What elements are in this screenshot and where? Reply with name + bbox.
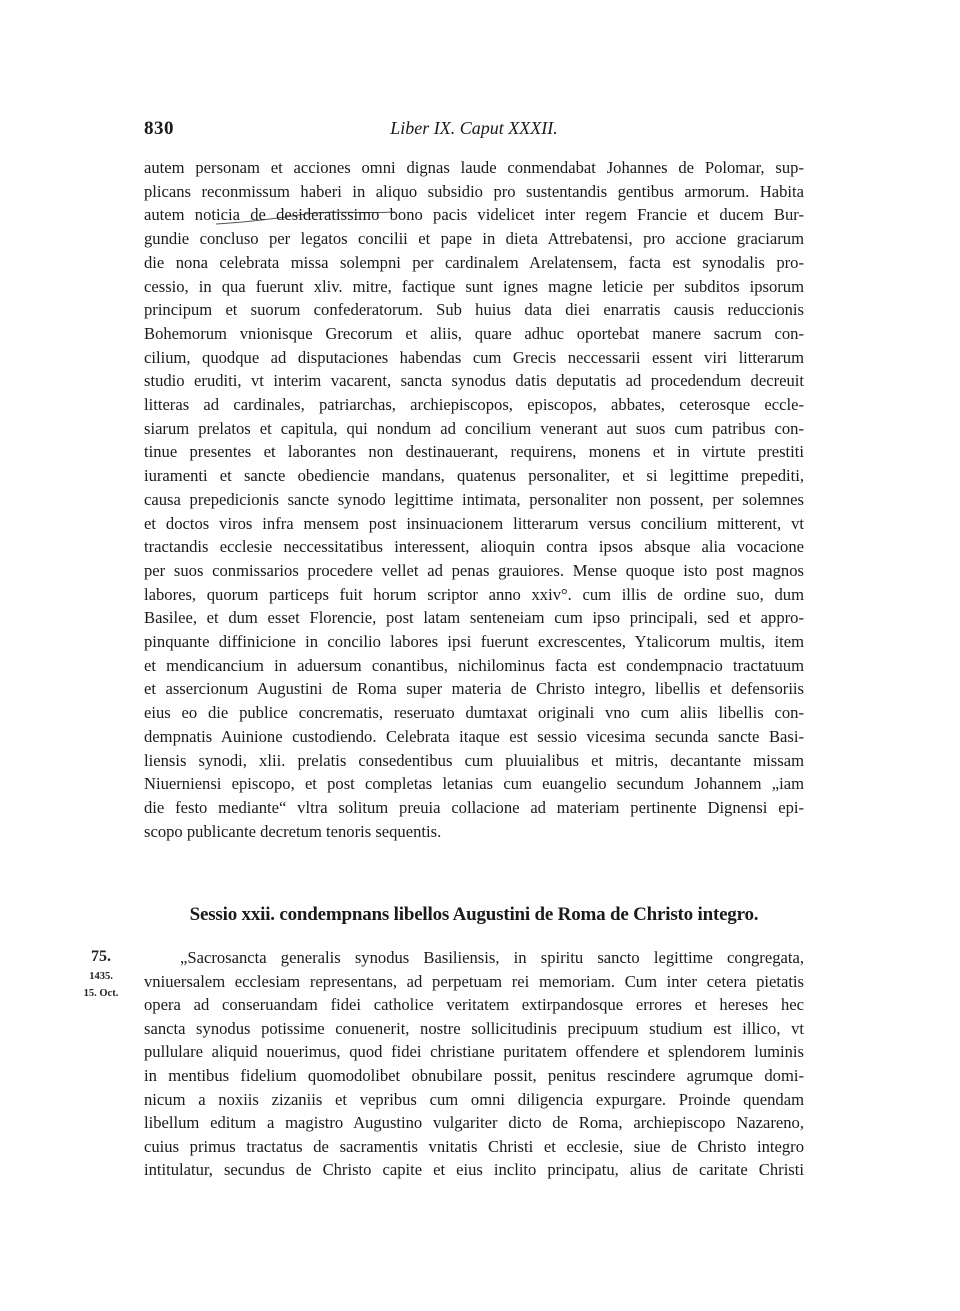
text-line: intitulatur, secundus de Christo capite et eius inclito principatu, alius de caritate Christi	[144, 1160, 804, 1180]
text-line: gundie concluso per legatos concilii et pape in dieta Attrebatensi, pro accione graciarum	[144, 229, 804, 249]
section-heading: Sessio xxii. condempnans libellos Augustini de Roma de Christo integro.	[189, 904, 759, 925]
text-line: eius eo die publice concrematis, reseruato dumtaxat originali vno cum aliis libellis con-	[144, 703, 804, 723]
text-line: iuramenti et sancte obediencie mandans, quatenus personaliter, et si legittime prepediti,	[144, 466, 804, 486]
text-line: studio eruditi, vt interim vacarent, sancta synodus datis deputatis ad procedendum decreuit	[144, 371, 804, 391]
margin-note-date: 15. Oct.	[83, 988, 119, 999]
text-line: tractandis ecclesie neccessitatibus interessent, alioquin contra ipsos absque alia vocacione	[144, 537, 804, 557]
text-line: pinquante diffinicione in concilio labores ipsi fuerunt excrescentes, Ytalicorum multis, item	[144, 632, 804, 652]
text-line: principum et suorum confederatorum. Sub huius data diei enarratis causis reduccionis	[144, 300, 804, 320]
text-line: vniuersalem ecclesiam representans, ad perpetuam rei memoriam. Cum inter cetera pietatis	[144, 971, 804, 991]
text-line: labores, quorum particeps fuit horum scriptor anno xxiv°. cum illis de ordine suo, dum	[144, 584, 804, 604]
paragraph-2	[144, 946, 804, 1182]
text-line: autem personam et acciones omni dignas laude conmendabat Johannes de Polomar, sup-	[144, 158, 804, 177]
text-line: tinue presentes et laborantes non destinauerant, requirens, monens et in virtute prestiti	[144, 442, 804, 462]
text-line: sancta synodus potissime conuenerit, nostre sollicitudinis precipuum studium est illico, vt	[144, 1018, 804, 1038]
text-line: „Sacrosancta generalis synodus Basiliensis, in spiritu sancto legittime congregata,	[180, 948, 804, 967]
text-line: cessio, in qua fuerunt xliv. mitre, factique sunt ignes magne leticie per subditos ipsorum	[144, 276, 804, 296]
text-line: Niuerniensi episcopo, et post completas letanias cum euangelio secundum Johannem „iam	[144, 774, 804, 794]
paragraph-1	[144, 156, 804, 843]
text-line: plicans reconmissum haberi in aliquo subsidio pro sustentandis gentibus armorum. Habita	[144, 181, 804, 201]
text-line: scopo publicante decretum tenoris sequentis.	[144, 821, 442, 841]
text-line: litteras ad cardinales, patriarchas, archiepiscopos, episcopos, abbates, ceterosque eccle-	[144, 395, 804, 415]
text-line: et doctos viros infra mensem post insinuacionem litterarum versus concilium mitterent, vt	[144, 513, 804, 533]
text-line: libellum editum a magistro Augustino vulgariter dicto de Roma, archiepiscopo Nazareno,	[144, 1113, 804, 1133]
text-line: autem noticia de desideratissimo bono pacis videlicet inter regem Francie et ducem Bur-	[144, 205, 804, 225]
text-line: liensis synodi, xlii. prelatis consedentibus cum pluuialibus et mitris, decantante missam	[144, 750, 804, 770]
margin-note	[66, 946, 136, 1002]
running-title: Liber IX. Caput XXXII.	[390, 118, 558, 138]
text-line: die festo mediante“ vltra solitum preuia collacione ad materiam pertinente Dignensi epi-	[144, 797, 804, 817]
text-line: cuius primus tractatus de sacramentis vnitatis Christi et ecclesie, siue de Christo integro	[144, 1136, 804, 1156]
text-line: Bohemorum vnionisque Grecorum et aliis, quare adhuc oportebat manere sacrum con-	[144, 323, 804, 343]
text-line: Basilee, et dum esset Florencie, post latam senteneiam cum ipso principali, sed et appro-	[144, 608, 804, 628]
margin-note-number: 75.	[91, 948, 111, 965]
text-line: per suos conmissarios procedere vellet ad penas grauiores. Mense quoque isto post magnos	[144, 560, 804, 580]
text-line: die nona celebrata missa solempni per cardinalem Arelatensem, facta est synodalis pro-	[144, 252, 804, 272]
running-header	[144, 118, 804, 144]
text-line: et mendicancium in aduersum conantibus, nichilominus facta est condempnacio tractatuum	[144, 655, 804, 675]
text-line: opera ad conseruandam fidei catholice veritatem extirpandosque errores et hereses hec	[144, 995, 804, 1015]
margin-note-year: 1435.	[89, 971, 113, 982]
text-line: dempnatis Auinione custodiendo. Celebrata itaque est sessio vicesima secunda sancte Basi-	[144, 726, 804, 746]
text-line: nicum a noxiis zizaniis et vepribus cum omni diligencia expurgare. Proinde quendam	[144, 1089, 804, 1109]
text-line: causa prepedicionis sancte synodo legittime intimata, personaliter non possent, per solemnes	[144, 489, 804, 509]
text-line: pullulare aliquid nouerimus, quod fidei christiane puritatem offendere et splendorem luminis	[144, 1042, 804, 1062]
text-line: cilium, quodque ad disputaciones habendas cum Grecis neccessarii essent viri litterarum	[144, 347, 804, 367]
text-line: siarum prelatos et capitula, qui nondum ad concilium venerant aut suos cum patribus con-	[144, 418, 804, 438]
text-line: et assercionum Augustini de Roma super materia de Christo integro, libellis et defensoriis	[144, 679, 804, 699]
text-line: in mentibus fidelium quomodolibet obnubilare possit, penitus rescindere agrumque domi-	[144, 1065, 804, 1085]
page-number: 830	[144, 118, 174, 139]
